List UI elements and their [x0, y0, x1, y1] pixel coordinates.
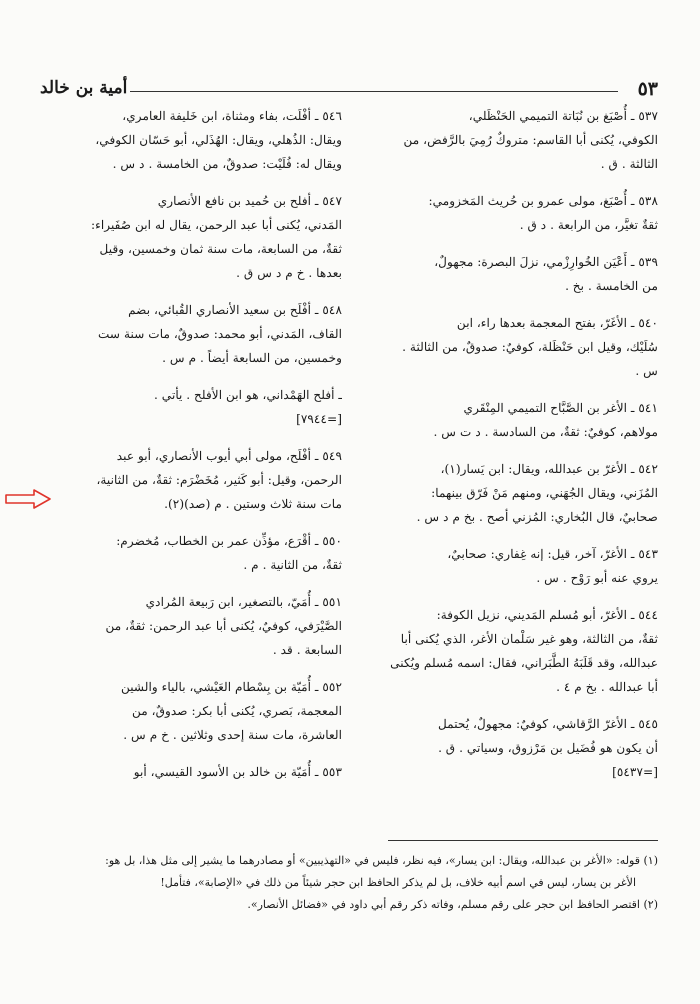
entry-line: الصَّيْرَفي، كوفيٌ، يُكنى أبا عبد الرحمن: ثقةٌ، من — [105, 619, 342, 633]
biography-entry — [336, 712, 658, 784]
entry-line: س . — [635, 364, 658, 378]
entry-line: ثقةٌ تغيَّر، من الرابعة . د ق . — [519, 218, 658, 232]
entry-line: ويقال: الذُهلي، ويقال: الهُذَلي، أبو حَسّان الكوفي، — [95, 133, 342, 147]
red-arrow-icon — [4, 488, 52, 510]
biography-entry — [336, 104, 658, 176]
footnote-rule — [388, 840, 658, 841]
biography-entry — [24, 298, 342, 370]
biography-entry — [24, 675, 342, 747]
biography-entry — [24, 444, 342, 516]
entry-line: عبدالله، وقد قَلَبَهُ الطَّبَراني، فقال: اسمه مُسلم ويُكنى — [390, 656, 658, 670]
entry-line: بعدها . خ م د س ق . — [236, 266, 342, 280]
biography-entry — [24, 189, 342, 285]
biography-entry — [24, 529, 342, 577]
entry-line: ٥٤٦ ـ أفْلَت، بفاء ومثناة، ابن خَليفة العامري، — [122, 109, 342, 123]
entry-line: سُلَيْك، وقيل ابن حَنْظَلة، كوفيٌ: صدوقٌ، من الثالثة . — [402, 340, 658, 354]
entry-line: أبا عبدالله . بخ م ٤ . — [556, 680, 658, 694]
entry-line: يروي عنه أبو رَوْح . س . — [536, 571, 658, 585]
entry-line: أن يكون هو فُضَيل بن مَرْزوق، وسياتي . ق . — [438, 741, 658, 755]
biography-entry — [336, 396, 658, 444]
biography-entry — [336, 250, 658, 298]
entry-line: المعجمة، بَصري، يُكنى أبا بكر: صدوقٌ، من — [131, 704, 342, 718]
biography-entry — [24, 383, 342, 431]
entry-line: وخمسين، من السابعة أيضاً . م س . — [162, 351, 342, 365]
footnote-1-line-2: الأغر بن يسار، ليس في اسم أبيه خلاف، بل لم يذكر الحافظ ابن حجر شيئاً من ذلك في «الإصابة»، فتأمل! — [160, 876, 636, 889]
entry-line: العاشرة، مات سنة إحدى وثلاثين . خ م س . — [123, 728, 342, 742]
entry-line: السابعة . قد . — [272, 643, 342, 657]
entry-line: ثقةٌ، من الثالثة، وهو غير سَلْمان الأغر، الذي يُكنى أبا — [400, 632, 658, 646]
entry-line: ٥٤٨ ـ أفْلَح بن سعيد الأنصاري القُبائي، بضم — [128, 303, 342, 317]
entry-line: [=٧٩٤٤] — [296, 412, 342, 426]
biography-entry — [24, 590, 342, 662]
entry-line: الكوفي، يُكنى أبا القاسم: متروكٌ رُمِيَ بالرَّفض، من — [403, 133, 658, 147]
left-column — [24, 104, 342, 797]
footnote-1-line-1: (١) قوله: «الأغر بن عبدالله، ويقال: ابن يسار»، فيه نظر، فليس في «التهذيبين» أو مصادرهما ما يشير إلى مثل هذا، بل هو: — [105, 854, 658, 867]
entry-line: [=٥٤٣٧] — [612, 765, 658, 779]
page-number: ٥٣ — [637, 78, 658, 100]
entry-line: صحابيٌ، قال البُخاري: المُزني أصح . بخ م د س . — [416, 510, 658, 524]
biography-entry — [336, 311, 658, 383]
entry-line: الثالثة . ق . — [600, 157, 658, 171]
entry-line: المَدني، يُكنى أبا عبد الرحمن، يقال له ابن صُفَيراء: — [91, 218, 342, 232]
entry-line: ٥٥٠ ـ أقْرَع، مؤذِّن عمر بن الخطاب، مُخضرم: — [116, 534, 342, 548]
entry-line: مولاهم، كوفيٌ: ثقةٌ، من السادسة . د ت س . — [433, 425, 658, 439]
biography-entry — [24, 104, 342, 176]
right-column — [336, 104, 658, 797]
entry-line: من الخامسة . بخ . — [565, 279, 658, 293]
entry-line: ٥٤٧ ـ أفلح بن حُميد بن نافع الأنصاري — [157, 194, 342, 208]
entry-line: القاف، المَدني، أبو محمد: صدوقٌ، مات سنة ست — [97, 327, 342, 341]
entry-line: ٥٣٧ ـ أُصْبَغ بن نُبَاتة التميمي الحَنْظَلي، — [468, 109, 658, 123]
entry-line: المُزَني، ويقال الجُهَني، ومنهم مَنْ فَرّق بينهما: — [431, 486, 658, 500]
entry-line: ـ أفلح الهَمْداني، هو ابن الأفلح . يأتي . — [154, 388, 342, 402]
entry-line: ٥٤٤ ـ الأغرّ، أبو مُسلم المَديني، نزيل الكوفة: — [436, 608, 658, 622]
entry-line: ٥٤٠ ـ الأغَرّ، بفتح المعجمة بعدها راء، ابن — [456, 316, 658, 330]
entry-line: ٥٤٥ ـ الأغرّ الرَّقاشي، كوفيٌ: مجهولٌ، يُحتمل — [437, 717, 658, 731]
entry-line: ٥٥٣ ـ أُمَيّة بن خالد بن الأسود القيسي، أبو — [133, 765, 342, 779]
biography-entry — [24, 760, 342, 784]
entry-line: ٥٤٩ ـ أفْلَح، مولى أبي أيوب الأنصاري، أبو عبد — [116, 449, 342, 463]
footnotes — [24, 850, 658, 916]
footnote-2: (٢) اقتصر الحافظ ابن حجر على رقم مسلم، وفاته ذكر رقم أبي داود في «فضائل الأنصار». — [247, 898, 658, 911]
entry-line: ٥٣٨ ـ أُصْبَغ، مولى عمرو بن حُريث المَخزومي: — [428, 194, 658, 208]
entry-line: مات سنة ثلاث وستين . م (صد)(٢). — [164, 497, 342, 511]
entry-line: ٥٤٢ ـ الأغرّ بن عبدالله، ويقال: ابن يَسار(١)، — [440, 462, 658, 476]
header-rule — [130, 91, 618, 92]
entry-line: ثقةٌ، من الثانية . م . — [243, 558, 342, 572]
biography-entry — [336, 457, 658, 529]
entry-line: ٥٥٢ ـ أُمَيّة بن بِسْطام العَيْشي، بالياء والشين — [120, 680, 342, 694]
biography-entry — [336, 189, 658, 237]
entry-line: ثقةٌ، من السابعة، مات سنة ثمان وخمسين، وقيل — [99, 242, 342, 256]
biography-entry — [336, 542, 658, 590]
biography-entry — [336, 603, 658, 699]
entry-line: ٥٥١ ـ أُمَيّ، بالتصغير، ابن رَبيعة المُرادي — [145, 595, 342, 609]
running-title: أمية بن خالد — [40, 78, 128, 98]
entry-line: ٥٤١ ـ الأغر بن الصَّبَّاح التميمي المِنْقَري — [463, 401, 658, 415]
entry-line: ٥٣٩ ـ أَعْيَن الخُوارِزْمي، نزلَ البصرة: مجهولٌ، — [434, 255, 658, 269]
entry-line: الرحمن، وقيل: أبو كَثير، مُخَضْرَم: ثقةٌ، من الثانية، — [96, 473, 342, 487]
entry-line: ٥٤٣ ـ الأغرّ، آخر، قيل: إنه غِفاري: صحابيٌ، — [447, 547, 658, 561]
entry-line: ويقال له: فُلَيْت: صدوقٌ، من الخامسة . د س . — [112, 157, 342, 171]
